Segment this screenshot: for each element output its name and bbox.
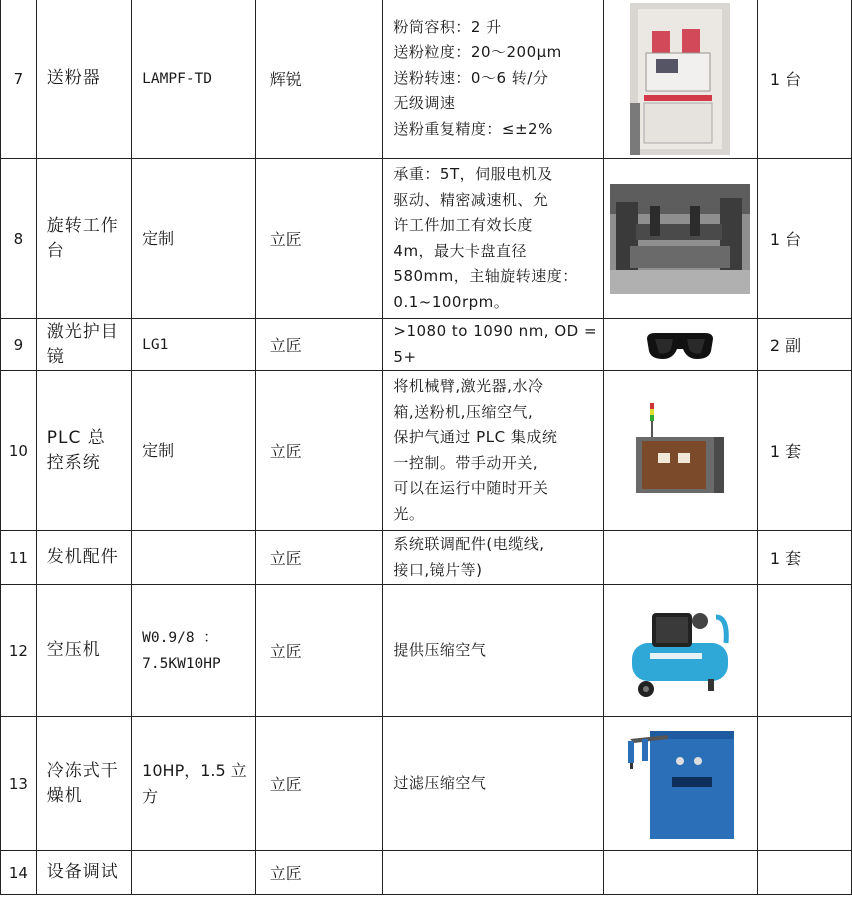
item-model: 10HP，1.5 立方 <box>132 717 256 851</box>
spec-line: 5+ <box>393 347 417 366</box>
item-quantity: 1 台 <box>757 0 851 159</box>
item-model <box>132 531 256 585</box>
spec-line: 驱动、精密减速机、允 <box>393 190 549 209</box>
item-name: 冷冻式干燥机 <box>36 717 131 851</box>
spec-line: 将机械臂,激光器,水冷 <box>393 377 544 395</box>
item-quantity: 1 套 <box>757 531 851 585</box>
item-name: 旋转工作台 <box>36 159 131 319</box>
item-brand: 立匠 <box>255 717 383 851</box>
item-spec <box>383 531 604 585</box>
goggles-photo <box>645 329 715 361</box>
item-quantity: 1 套 <box>757 371 851 531</box>
table-row <box>1 531 852 585</box>
item-spec <box>383 319 604 371</box>
spec-line: 过滤压缩空气 <box>393 773 487 792</box>
item-image-cell <box>604 585 758 717</box>
item-name: PLC 总控系统 <box>36 371 131 531</box>
table-row <box>1 159 852 319</box>
spec-line: 许工件加工有效长度 <box>393 216 533 234</box>
item-spec <box>383 371 604 531</box>
item-brand: 立匠 <box>255 159 383 319</box>
item-image-cell <box>604 319 758 371</box>
item-model: 定制 <box>132 159 256 319</box>
spec-line: 无级调速 <box>393 94 456 113</box>
spec-line: 粉筒容积：2 升 <box>393 17 502 36</box>
row-number: 9 <box>1 319 37 371</box>
spec-line: 送粉转速：0～6 转/分 <box>393 68 549 87</box>
row-number: 8 <box>1 159 37 319</box>
item-brand: 辉锐 <box>255 0 383 159</box>
row-number: 12 <box>1 585 37 717</box>
spec-line: 可以在运行中随时开关 <box>393 479 549 497</box>
spec-line: 承重：5T，伺服电机及 <box>393 165 553 183</box>
spec-line: 一控制。带手动开关, <box>393 453 539 472</box>
spec-line: 保护气通过 PLC 集成统 <box>393 428 558 446</box>
item-brand: 立匠 <box>255 851 383 895</box>
table-row <box>1 0 852 159</box>
row-number: 13 <box>1 717 37 851</box>
item-name: 空压机 <box>36 585 131 717</box>
row-number: 14 <box>1 851 37 895</box>
spec-line: 系统联调配件(电缆线, <box>393 535 545 553</box>
item-brand: 立匠 <box>255 371 383 531</box>
item-spec <box>383 717 604 851</box>
item-model: 定制 <box>132 371 256 531</box>
spec-line: 580mm，主轴旋转速度： <box>393 267 578 285</box>
item-quantity: 2 副 <box>757 319 851 371</box>
item-spec <box>383 851 604 895</box>
item-quantity <box>757 851 851 895</box>
item-spec <box>383 585 604 717</box>
row-number: 10 <box>1 371 37 531</box>
item-spec <box>383 159 604 319</box>
plc-cabinet-photo <box>630 401 730 501</box>
spec-line: 光。 <box>393 504 425 523</box>
air-compressor-photo <box>628 603 732 699</box>
table-row <box>1 319 852 371</box>
item-model <box>132 851 256 895</box>
item-model: LAMPF-TD <box>132 0 256 159</box>
table-row <box>1 585 852 717</box>
item-name: 设备调试 <box>36 851 131 895</box>
item-brand: 立匠 <box>255 585 383 717</box>
item-brand: 立匠 <box>255 531 383 585</box>
spec-line: 提供压缩空气 <box>393 640 487 659</box>
spec-line: 4m，最大卡盘直径 <box>393 241 528 260</box>
spec-line: 送粉重复精度：≤±2% <box>393 119 553 138</box>
item-image-cell <box>604 0 758 159</box>
item-name: 发机配件 <box>36 531 131 585</box>
item-image-cell <box>604 371 758 531</box>
item-quantity <box>757 717 851 851</box>
item-image-cell <box>604 159 758 319</box>
row-number: 7 <box>1 0 37 159</box>
item-brand: 立匠 <box>255 319 383 371</box>
item-name: 送粉器 <box>36 0 131 159</box>
table-row <box>1 851 852 895</box>
item-model: LG1 <box>132 319 256 371</box>
item-model: W0.9/8 ：7.5KW10HP <box>132 585 256 717</box>
item-image-cell <box>604 531 758 585</box>
table-row <box>1 717 852 851</box>
item-quantity: 1 台 <box>757 159 851 319</box>
table-row <box>1 371 852 531</box>
spec-line: 0.1~100rpm。 <box>393 292 510 311</box>
item-spec <box>383 0 604 159</box>
item-name: 激光护目镜 <box>36 319 131 371</box>
spec-line: 送粉粒度：20～200μm <box>393 43 562 62</box>
spec-line: >1080 to 1090 nm, OD = <box>393 322 598 340</box>
air-dryer-photo <box>620 725 740 843</box>
item-quantity <box>757 585 851 717</box>
item-image-cell <box>604 851 758 895</box>
rotary-table-photo <box>610 184 750 294</box>
spec-line: 箱,送粉机,压缩空气, <box>393 402 534 421</box>
powder-feeder-photo <box>630 3 730 155</box>
row-number: 11 <box>1 531 37 585</box>
spec-line: 接口,镜片等) <box>393 560 483 579</box>
item-image-cell <box>604 717 758 851</box>
